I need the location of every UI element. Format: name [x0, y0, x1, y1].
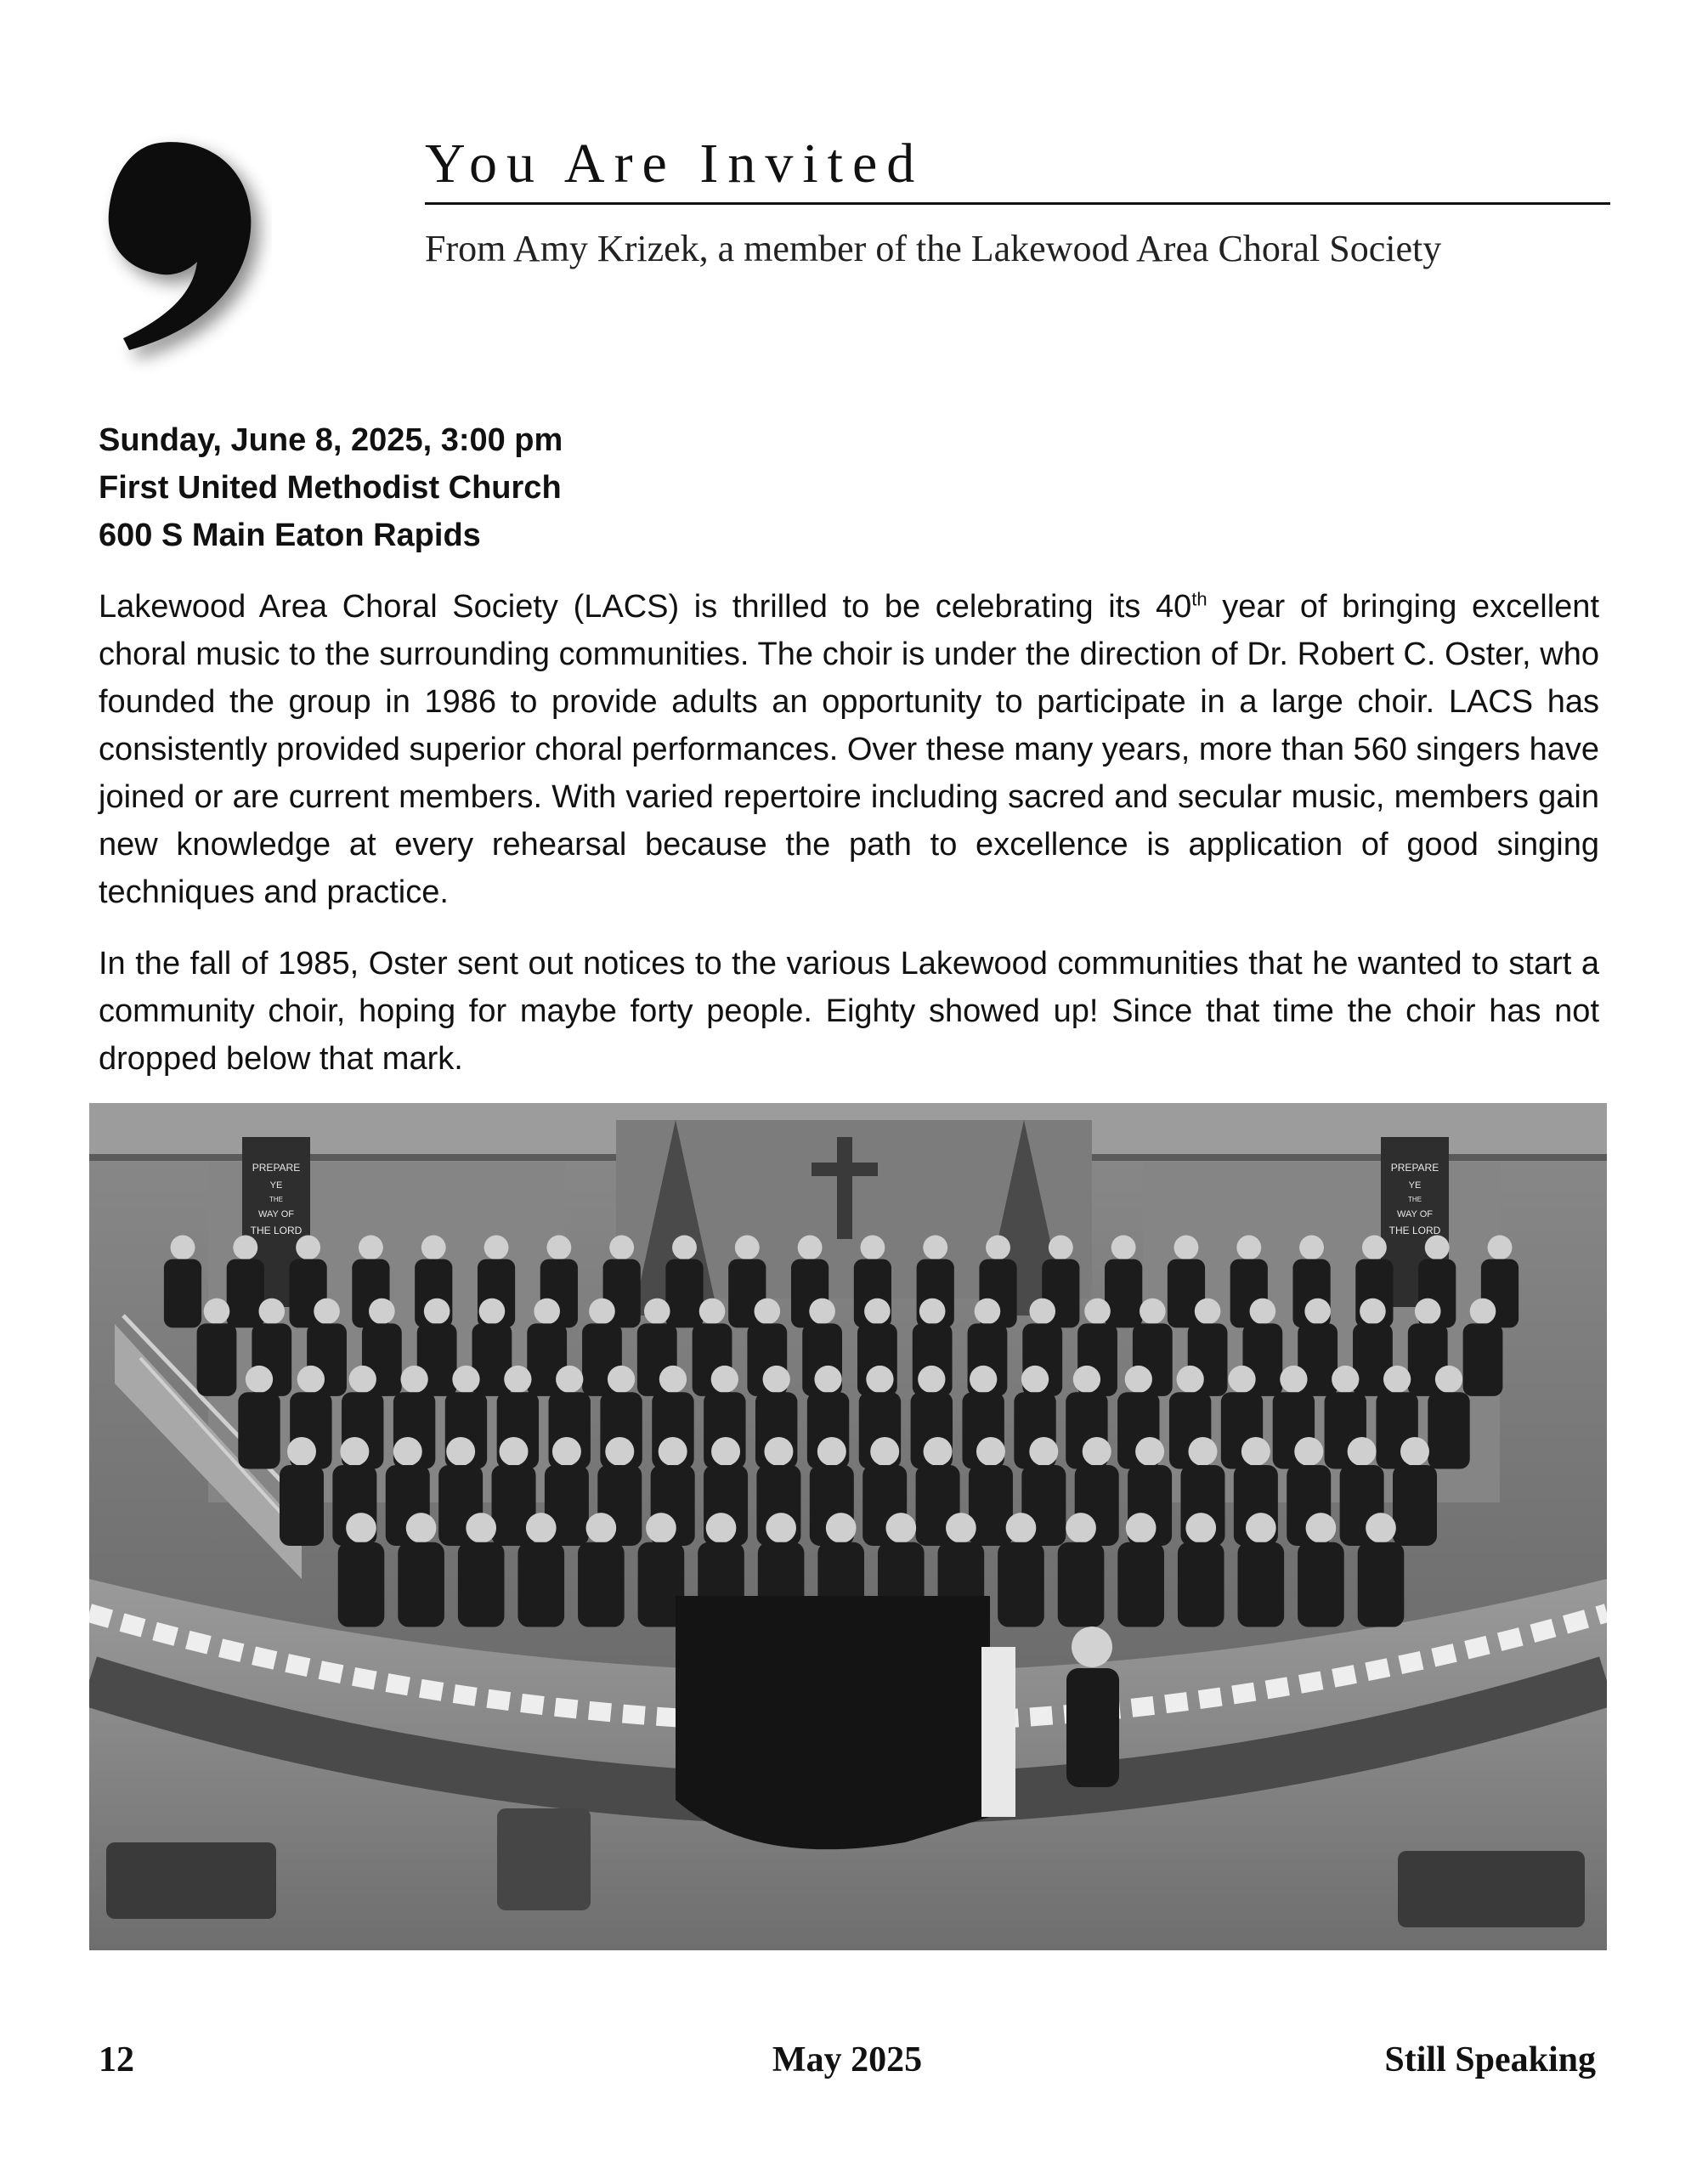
publication-name: Still Speaking	[1384, 2040, 1596, 2079]
article-byline: From Amy Krizek, a member of the Lakewood Area Choral Society	[425, 228, 1442, 269]
paragraph-2: In the fall of 1985, Oster sent out notices to the various Lakewood communities that he wanted to start a community choir, hoping for maybe forty people. Eighty showed up! Since that time the choir has not dropped below that mark.	[99, 946, 1599, 1077]
article-body	[99, 583, 1599, 1106]
banner-left-line-4: WAY OF	[258, 1209, 294, 1219]
banner-left-line-2: YE	[269, 1180, 283, 1191]
banner-left-line-3: THE	[269, 1196, 283, 1203]
banner-left-line-5: THE LORD	[250, 1225, 303, 1236]
ordinal-suffix: th	[1191, 588, 1207, 610]
issue-date: May 2025	[772, 2040, 923, 2079]
event-details	[99, 416, 1611, 559]
event-address: 600 S Main Eaton Rapids	[99, 518, 481, 553]
article-title: You Are Invited	[425, 136, 1610, 205]
event-datetime: Sunday, June 8, 2025, 3:00 pm	[99, 422, 563, 458]
event-venue: First United Methodist Church	[99, 470, 562, 506]
choir-photo	[89, 1103, 1607, 1950]
paragraph-1-start: Lakewood Area Choral Society (LACS) is thrilled to be celebrating its 40	[99, 589, 1192, 625]
banner-right-line-3: THE	[1408, 1196, 1422, 1203]
paragraph-1-end: year of bringing excellent choral music to the surrounding communities. The choir is under the direction of Dr. Robert C. Oster, who founded the group in 1986 to provide adults an opportunity to participate in a large choir. LACS has consistently provided superior choral performances. Over these many years, more than 560 singers have joined or are current members. With varied repertoire including sacred and secular music, members gain new knowledge at every rehearsal because the path to excellence is application of good singing techniques and practice.	[99, 589, 1599, 910]
banner-left-line-1: PREPARE	[252, 1162, 301, 1174]
banner-right-line-1: PREPARE	[1390, 1162, 1439, 1174]
page-number: 12	[99, 2040, 134, 2079]
paragraph-1	[99, 583, 1599, 916]
page-footer	[99, 2040, 1596, 2091]
banner-right-line-5: THE LORD	[1388, 1225, 1441, 1236]
comma-logo-icon	[93, 127, 272, 374]
banner-right-line-4: WAY OF	[1397, 1209, 1433, 1219]
banner-right-line-2: YE	[1408, 1180, 1422, 1191]
article-header	[425, 133, 1610, 269]
